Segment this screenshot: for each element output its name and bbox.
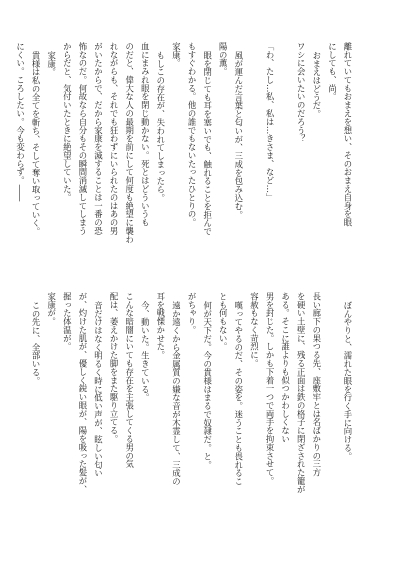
text-column: 陽の薫。 bbox=[218, 42, 229, 76]
text-column: こんな暗闇にいても存在を主張してくる男の気 bbox=[124, 292, 135, 469]
text-column: 何が天下だ。今の貴様はまるで奴隷だ。と。 bbox=[202, 301, 213, 469]
text-column: 男を封じた。しかも下着一つで両手を拘束させて。 bbox=[265, 292, 276, 485]
text-column: がちゃり。 bbox=[187, 292, 198, 334]
text-column: もしこの存在が、失われてしまったら。 bbox=[155, 51, 166, 203]
text-column: ある。そこに誰よりも似つかわしくない bbox=[280, 292, 291, 444]
text-column bbox=[277, 42, 293, 290]
text-column: この先に、全部いる。 bbox=[31, 301, 42, 385]
text-column: 握った体温が。 bbox=[62, 292, 73, 351]
text-column: 耳を戦慄かせた。 bbox=[155, 292, 166, 360]
text-column: 容赦もなく苛烈に。 bbox=[249, 292, 260, 368]
text-column: ぼんやりと、濡れた眼を行く手に向ける。 bbox=[343, 301, 353, 461]
text-column: のだと、偉大な人の最期を前にして何度も絶望に襲わ bbox=[124, 42, 135, 244]
lower-text-block bbox=[31, 292, 355, 532]
text-column: を硬い土壁に、残る正面は鉄の格子に閉ざされた籠が bbox=[296, 292, 307, 494]
text-column: 血にまみれ眼を閉じ動かない。死とはどういうも bbox=[140, 42, 151, 227]
text-column: 長い廊下の果つる先、座敷牢とは名ばかりの三方 bbox=[311, 292, 322, 477]
text-column: 音だけはなく明るく時に低い声が、眩しい匂い bbox=[93, 301, 104, 478]
text-column: 家康。 bbox=[46, 51, 57, 77]
text-column: 家康が。 bbox=[46, 292, 57, 326]
text-column: からだと、気付いたときに絶望していた。 bbox=[62, 42, 73, 202]
text-column: れながらも、それでも狂わずにいられたのはあの男 bbox=[109, 42, 120, 235]
text-column: とも何もない。 bbox=[218, 292, 229, 351]
text-column: 嘆ってやるのだ、その姿を。迷うことも畏れるこ bbox=[233, 301, 244, 486]
text-column: 貴様は私の全てを斬ち、そして奪い取っていく。 bbox=[31, 51, 42, 236]
text-column bbox=[324, 292, 340, 532]
text-column: 風が運んだ言葉と匂いが、三成を包み込む。 bbox=[233, 51, 244, 219]
text-column: が、灼けた肌が、優しく鋭い眼が、陽を吸った髪が、 bbox=[77, 292, 88, 494]
text-column: にしても、尚。 bbox=[327, 42, 338, 101]
text-column: 怖なのだ。何故なら自分もその瞬間消滅してしまう bbox=[77, 42, 88, 235]
text-column: 配は、萎えかけた脚をまた駆り立てる。 bbox=[109, 292, 120, 444]
text-column: 「わ、たし…私、私は…きさま、など…」 bbox=[265, 42, 276, 202]
text-column: おまえはどうだ。 bbox=[311, 51, 322, 119]
text-column: ワシに会いたいのだろう？ bbox=[296, 42, 307, 143]
text-column: 遠か遠くから金属質の嫌な音が木霊して、三成の bbox=[171, 301, 182, 486]
text-column: がいたからで、だから家康を滅することは一番の恐 bbox=[93, 42, 104, 235]
text-column: 家康。 bbox=[171, 42, 182, 68]
upper-text-block bbox=[15, 42, 355, 290]
text-column: 離れていてもおまえを想い、そのおまえ自身を眼 bbox=[343, 42, 353, 227]
text-column: もすぐわかる。他の誰でもないたったひとりの。 bbox=[187, 42, 198, 227]
text-column: 眼を閉じても耳を塞いでも、触れることを拒んで bbox=[202, 51, 213, 236]
text-column: にくい。ころしたい。今も変わらず。―― bbox=[15, 42, 26, 202]
text-column bbox=[246, 42, 262, 290]
text-column: 今、動いた。生きている。 bbox=[140, 301, 151, 402]
